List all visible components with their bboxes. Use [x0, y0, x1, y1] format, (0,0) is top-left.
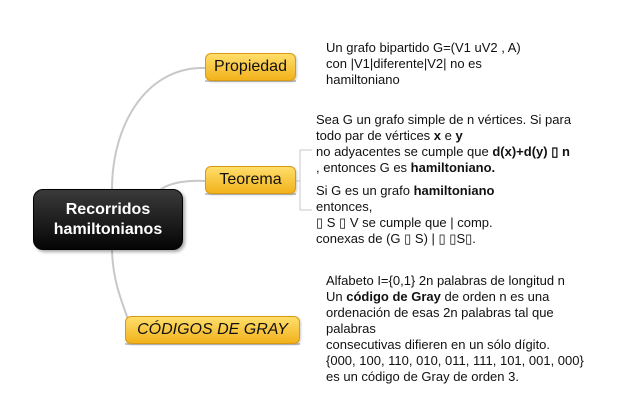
note-codigos-de-gray — [326, 273, 584, 385]
note-line: ▯ S ▯ V se cumple que | comp. — [316, 215, 493, 230]
note-propiedad — [326, 40, 521, 88]
note-line: Si G es un grafo hamiltoniano — [316, 183, 495, 198]
note-line: es un código de Gray de orden 3. — [326, 369, 519, 384]
central-topic[interactable] — [33, 189, 183, 250]
bracket-teorema — [300, 150, 312, 210]
central-topic-line2: hamiltonianos — [53, 220, 163, 238]
note-line: conexas de (G ▯ S) | ▯ ▯S▯. — [316, 231, 476, 246]
note-line: Un código de Gray de orden n es una — [326, 289, 550, 304]
note-line: todo par de vértices x e y — [316, 128, 463, 143]
note-line: Alfabeto I={0,1} 2n palabras de longitud n — [326, 273, 565, 288]
topic-propiedad-label: Propiedad — [214, 58, 287, 75]
note-line: palabras — [326, 321, 376, 336]
note-line: hamiltoniano — [326, 72, 400, 87]
topic-gray-label: CÓDIGOS DE GRAY — [137, 321, 288, 338]
note-line: entonces, — [316, 199, 373, 214]
topic-teorema-label: Teorema — [219, 171, 282, 188]
branch-propiedad — [112, 68, 205, 190]
note-line: consecutivas difieren en un sólo dígito. — [326, 337, 551, 352]
note-line: no adyacentes se cumple que d(x)+d(y) ▯ n — [316, 144, 570, 159]
note-line: ordenación de esas 2n palabras tal que — [326, 305, 554, 320]
topic-teorema[interactable] — [205, 166, 296, 194]
note-teorema-b — [316, 183, 494, 247]
note-line: Un grafo bipartido G=(V1 uV2 , A) — [326, 40, 521, 55]
note-line: , entonces G es hamiltoniano. — [316, 160, 496, 175]
central-topic-line1: Recorridos — [65, 200, 151, 218]
note-teorema-a — [316, 112, 571, 176]
topic-codigos-de-gray[interactable] — [125, 316, 300, 344]
note-line: {000, 100, 110, 010, 011, 111, 101, 001, 000} — [326, 353, 584, 368]
note-line: Sea G un grafo simple de n vértices. Si para — [316, 112, 572, 127]
note-line: con |V1|diferente|V2| no es — [326, 56, 482, 71]
topic-propiedad[interactable] — [205, 53, 296, 81]
